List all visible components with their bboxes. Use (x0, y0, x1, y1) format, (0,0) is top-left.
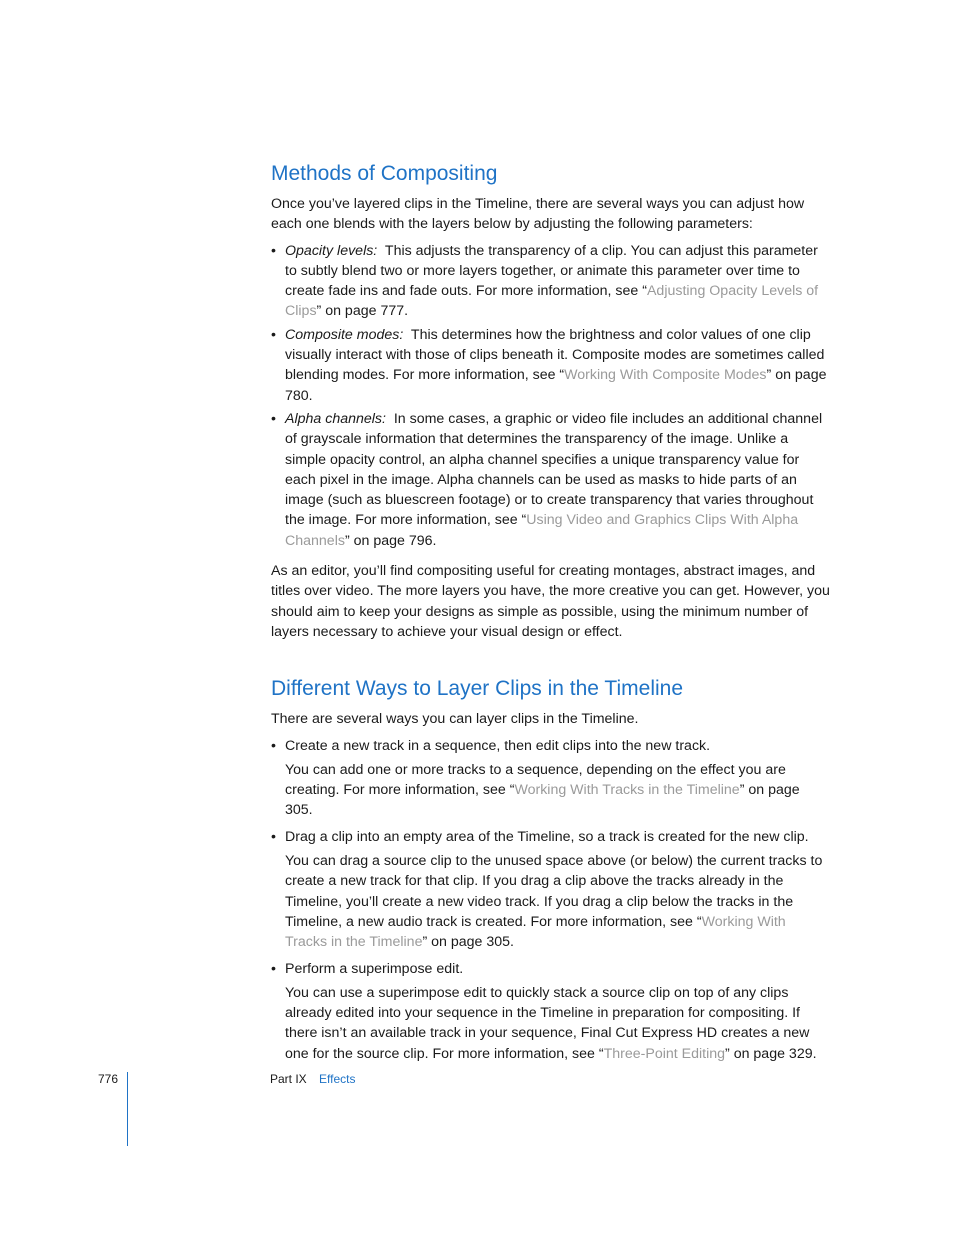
list-item (271, 409, 831, 551)
term-alpha-channels: Alpha channels: (285, 410, 386, 427)
link-working-with-composite-modes[interactable]: Working With Composite Modes (564, 367, 767, 384)
list-item (271, 827, 831, 953)
bullet-text: This determines how the brightness and color values of one clip visually interact with those of clips beneath it. Composite modes are sometimes called blending modes. For more information, see “ (285, 326, 825, 384)
bullet-main: Perform a superimpose edit. (285, 960, 464, 977)
bullet-icon: • (271, 410, 276, 427)
bullet-main: Create a new track in a sequence, then edit clips into the new track. (285, 737, 711, 754)
page-reference: ” on page 777. (316, 303, 409, 320)
bullet-icon: • (271, 737, 276, 754)
section1-intro: Once you’ve layered clips in the Timeline, there are several ways you can adjust how each one blends with the layers below by adjusting the following parameters: (271, 196, 805, 233)
bullet-detail (285, 760, 831, 821)
bullet-detail (285, 983, 831, 1064)
section-heading-different-ways-to-layer: Different Ways to Layer Clips in the Timeline (271, 677, 684, 701)
link-alpha-channels[interactable]: Using Video and Graphics Clips With Alpha Channels (285, 512, 799, 549)
bullet-icon: • (271, 960, 276, 977)
list-item (271, 325, 831, 406)
bullet-icon: • (271, 326, 276, 343)
detail-text: You can use a superimpose edit to quickly stack a source clip on top of any clips already edited into your sequence in the Timeline in preparation for compositing. If there isn’t an available track in your sequence, Final Cut Express HD creates a new one for the source clip. For more information, see “ (285, 984, 810, 1062)
compositing-methods-list (271, 241, 831, 551)
page-reference: ” on page 305. (285, 782, 800, 819)
bullet-icon: • (271, 828, 276, 845)
term-opacity-levels: Opacity levels: (285, 242, 378, 259)
list-item (271, 959, 831, 1064)
section2-intro: There are several ways you can layer clips in the Timeline. (271, 711, 639, 728)
layering-methods-list (271, 736, 831, 1064)
link-working-with-tracks[interactable]: Working With Tracks in the Timeline (285, 913, 786, 951)
bullet-text: This adjusts the transparency of a clip. You can adjust this parameter to subtly blend two or more layers together, or animate this parameter over time to create fade ins and fade outs. For more information, see “ (285, 242, 818, 300)
list-item (271, 241, 831, 322)
detail-text: You can drag a source clip to the unused space above (or below) the current tracks to create a new track for that clip. If you drag a clip above the tracks already in the Timeline, you’ll create a new video track. If you drag a clip below the tracks in the Timeline, a new audio track is created. For more information, see “ (285, 853, 823, 930)
detail-text: You can add one or more tracks to a sequence, depending on the effect you are creating. For more information, see “ (285, 761, 786, 799)
bullet-text: In some cases, a graphic or video file includes an additional channel of grayscale information that determines the transparency of the image. Unlike a simple opacity control, an alpha channel specifies a unique transparency value for each pixel in the image. Alpha channels can be used as masks to hide parts of an image (such as bluescreen footage) or to create transparency that varies throughout the image. For more information, see “ (285, 410, 823, 529)
page-content (271, 160, 831, 1070)
footer-part: Part IX (270, 1072, 307, 1086)
page-reference: ” on page 305. (422, 934, 514, 951)
bullet-main: Drag a clip into an empty area of the Timeline, so a track is created for the new clip. (285, 828, 809, 845)
page-reference: ” on page 780. (285, 367, 827, 404)
term-composite-modes: Composite modes: (285, 326, 404, 343)
footer-section-link[interactable]: Effects (319, 1072, 356, 1086)
page-reference: ” on page 329. (725, 1045, 817, 1062)
list-item (271, 736, 831, 821)
page-reference: ” on page 796. (344, 532, 437, 549)
bullet-icon: • (271, 242, 276, 259)
link-working-with-tracks[interactable]: Working With Tracks in the Timeline (514, 782, 740, 799)
section-heading-methods-of-compositing: Methods of Compositing (271, 162, 498, 185)
link-adjusting-opacity-levels[interactable]: Adjusting Opacity Levels of Clips (285, 283, 819, 320)
section1-closing: As an editor, you’ll find compositing useful for creating montages, abstract images, and titles over video. The more layers you have, the more creative you can get. However, you should aim to keep your designs as simple as possible, using the minimum number of layers necessary to achieve your visual design or effect. (271, 563, 830, 640)
link-three-point-editing[interactable]: Three-Point Editing (603, 1045, 726, 1062)
page-number: 776 (98, 1072, 119, 1086)
bullet-detail (285, 851, 831, 952)
footer-divider (127, 1072, 128, 1146)
